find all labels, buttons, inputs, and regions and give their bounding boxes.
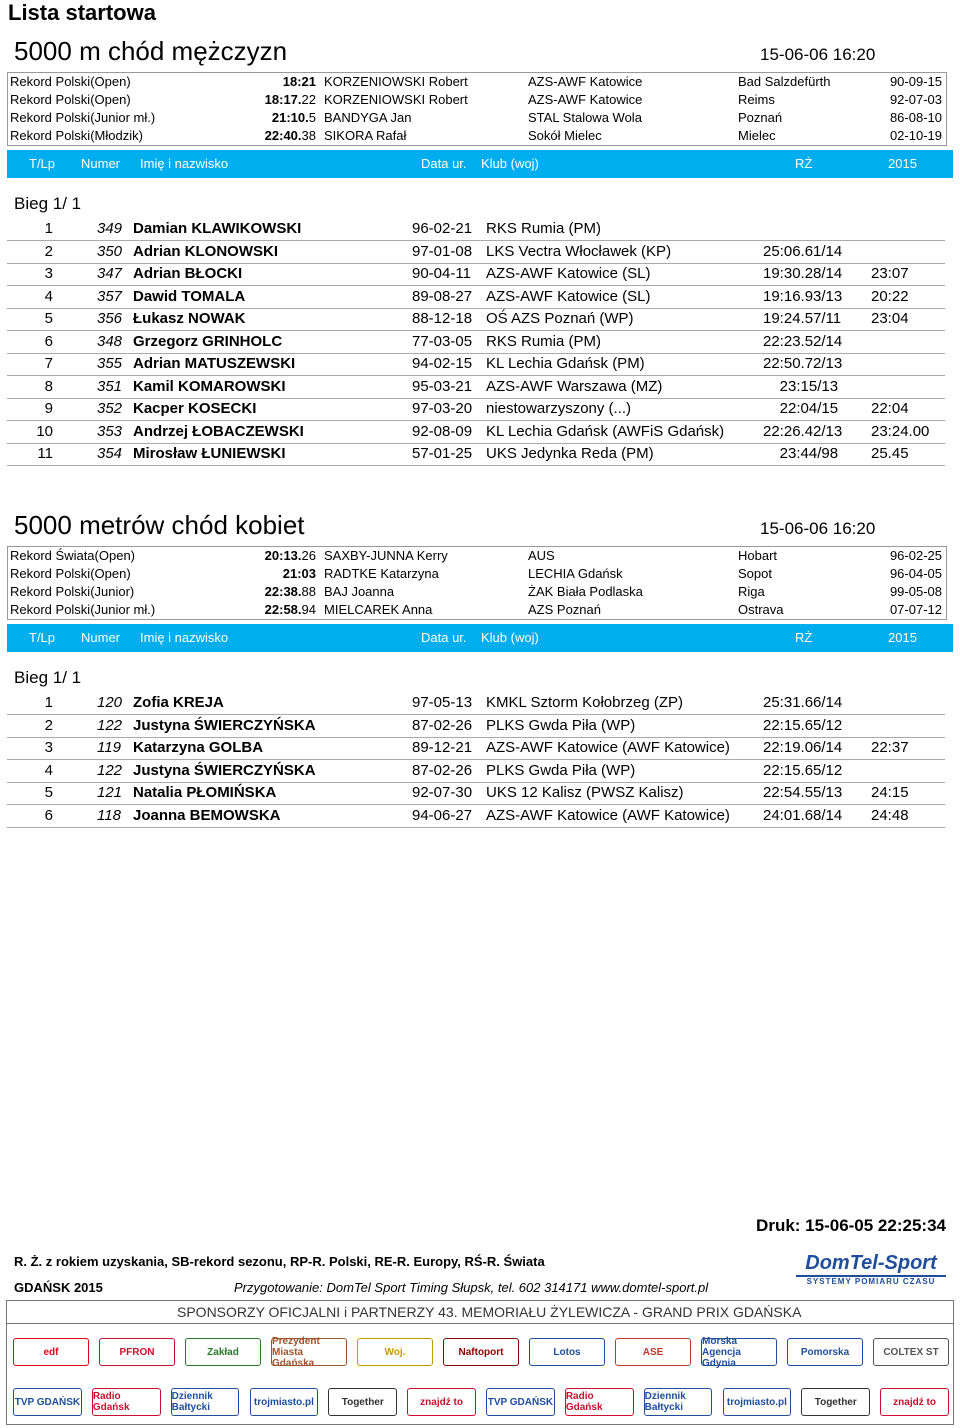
record-club: ŻAK Biała Podlaska <box>528 584 643 599</box>
heat-label: Bieg 1/ 1 <box>14 194 82 213</box>
record-time-fraction: 22 <box>301 92 316 107</box>
sponsor-logo: znajdź to <box>407 1388 476 1416</box>
record-city: Riga <box>738 584 765 599</box>
header-club: Klub (woj) <box>481 156 539 171</box>
record-time-fraction: 88 <box>301 584 316 599</box>
record-time-main: 21:03 <box>282 566 316 581</box>
sponsor-logo: Radio Gdańsk <box>565 1388 634 1416</box>
result-sb: 20:22 <box>871 287 909 305</box>
result-row <box>7 218 945 241</box>
result-club: AZS-AWF Katowice (SL) <box>486 265 651 282</box>
result-dob: 92-07-30 <box>412 784 473 801</box>
header-name: Imię i nazwisko <box>140 156 229 171</box>
record-time <box>265 547 316 565</box>
result-lp: 10 <box>36 422 53 440</box>
result-club: RKS Rumia (PM) <box>486 220 602 237</box>
record-time <box>272 109 316 127</box>
header-dob: Data ur. <box>421 630 467 645</box>
result-num: 355 <box>97 355 123 372</box>
result-num: 357 <box>97 287 123 305</box>
result-dob: 87-02-26 <box>412 761 473 779</box>
result-pb: 22:04/15 <box>763 400 839 417</box>
record-athlete: SIKORA Rafał <box>324 128 407 143</box>
sponsor-logo: ASE <box>615 1338 691 1366</box>
result-club: AZS-AWF Katowice (AWF Katowice) <box>486 739 730 756</box>
record-date: 96-04-05 <box>889 566 942 581</box>
results-header <box>7 624 953 652</box>
event-title: 5000 m chód mężczyzn <box>14 36 288 66</box>
result-num: 122 <box>97 761 123 779</box>
result-name: Katarzyna GOLBA <box>133 739 264 756</box>
result-pb: 22:54.55/13 <box>763 784 843 801</box>
sponsor-logo: COLTEX ST <box>873 1338 949 1366</box>
record-city: Hobart <box>738 548 778 563</box>
result-row <box>7 376 945 399</box>
result-sb: 22:04 <box>871 400 909 417</box>
result-num: 352 <box>97 400 123 417</box>
records-table <box>7 72 947 146</box>
result-row <box>7 353 945 376</box>
record-row <box>8 547 946 565</box>
event-datetime: 15-06-06 16:20 <box>760 519 876 538</box>
record-time-main: 20:13. <box>264 548 302 563</box>
sponsor-logo: Dziennik Bałtycki <box>171 1388 240 1416</box>
result-num: 351 <box>97 377 123 395</box>
result-num: 120 <box>97 694 123 711</box>
record-row <box>8 565 946 583</box>
result-name: Andrzej ŁOBACZEWSKI <box>133 422 304 440</box>
result-sb: 23:24.00 <box>871 422 930 440</box>
print-timestamp: Druk: 15-06-05 22:25:34 <box>756 1216 946 1235</box>
result-dob: 94-06-27 <box>412 806 473 824</box>
result-num: 121 <box>97 784 123 801</box>
result-pb: 22:26.42/13 <box>763 422 843 440</box>
header-club: Klub (woj) <box>481 630 539 645</box>
record-time-main: 22:40. <box>264 128 302 143</box>
result-name: Mirosław ŁUNIEWSKI <box>133 445 286 462</box>
result-name: Adrian MATUSZEWSKI <box>133 355 296 372</box>
result-dob: 89-08-27 <box>412 287 473 305</box>
record-date: 07-07-12 <box>889 602 942 617</box>
heat-label: Bieg 1/ 1 <box>14 668 82 687</box>
record-city: Poznań <box>738 110 783 125</box>
record-city: Bad Salzdefürth <box>738 74 831 89</box>
results-header <box>7 150 953 178</box>
result-num: 347 <box>97 265 123 282</box>
result-lp: 2 <box>44 716 53 734</box>
result-pb: 24:01.68/14 <box>763 806 843 824</box>
result-lp: 8 <box>44 377 53 395</box>
record-time-fraction: 26 <box>301 548 316 563</box>
record-time-fraction: 94 <box>301 602 316 617</box>
event-datetime: 15-06-06 16:20 <box>760 45 876 64</box>
result-num: 348 <box>97 332 123 350</box>
header-num: Numer <box>81 156 121 171</box>
result-name: Łukasz NOWAK <box>133 310 246 327</box>
record-athlete: KORZENIOWSKI Robert <box>324 74 468 89</box>
brand-logo <box>796 1252 946 1286</box>
result-row <box>7 443 945 466</box>
brand-subtitle: SYSTEMY POMIARU CZASU <box>796 1275 946 1286</box>
record-athlete: BANDYGA Jan <box>324 110 412 125</box>
result-row <box>7 737 945 760</box>
result-pb: 22:15.65/12 <box>763 761 843 779</box>
result-dob: 57-01-25 <box>412 445 473 462</box>
sponsor-logo: Together <box>328 1388 397 1416</box>
result-name: Kacper KOSECKI <box>133 400 257 417</box>
result-pb: 19:24.57/11 <box>763 310 842 327</box>
result-lp: 9 <box>44 400 53 417</box>
result-club: KL Lechia Gdańsk (PM) <box>486 355 645 372</box>
result-row <box>7 421 945 444</box>
result-dob: 89-12-21 <box>412 739 473 756</box>
result-name: Zofia KREJA <box>133 694 224 711</box>
record-club: LECHIA Gdańsk <box>528 566 623 581</box>
result-dob: 94-02-15 <box>412 355 473 372</box>
record-time-main: 22:38. <box>264 584 302 599</box>
sponsor-logo: Zakład <box>185 1338 261 1366</box>
result-pb: 23:15/13 <box>763 377 839 395</box>
result-name: Adrian KLONOWSKI <box>133 242 278 260</box>
result-club: UKS Jedynka Reda (PM) <box>486 445 654 462</box>
footer-city: GDAŃSK 2015 <box>14 1280 103 1295</box>
result-row <box>7 263 945 286</box>
result-pb: 22:15.65/12 <box>763 716 843 734</box>
result-row <box>7 782 945 805</box>
result-pb: 19:16.93/13 <box>763 287 843 305</box>
record-athlete: MIELCAREK Anna <box>324 602 433 617</box>
result-name: Natalia PŁOMIŃSKA <box>133 784 277 801</box>
record-city: Reims <box>738 92 775 107</box>
result-row <box>7 286 945 309</box>
result-lp: 5 <box>44 310 53 327</box>
record-row <box>8 91 946 109</box>
record-time-main: 18:17. <box>264 92 302 107</box>
record-time-fraction: 38 <box>301 128 316 143</box>
record-row <box>8 73 946 91</box>
result-lp: 2 <box>44 242 53 260</box>
result-lp: 6 <box>44 332 53 350</box>
sponsor-logo: trojmiasto.pl <box>250 1388 319 1416</box>
result-dob: 77-03-05 <box>412 332 473 350</box>
record-athlete: RADTKE Katarzyna <box>324 566 439 581</box>
record-label: Rekord Polski(Open) <box>10 92 131 107</box>
sponsors-bar <box>6 1300 954 1324</box>
record-row <box>8 583 946 601</box>
result-club: AZS-AWF Katowice (SL) <box>486 287 651 305</box>
header-sb: 2015 <box>888 630 917 645</box>
result-lp: 1 <box>44 220 53 237</box>
result-pb: 23:44/98 <box>763 445 839 462</box>
result-sb: 25.45 <box>871 445 909 462</box>
result-row <box>7 692 945 715</box>
sponsor-logo: Morska Agencja Gdynia <box>701 1338 777 1366</box>
record-city: Mielec <box>738 128 776 143</box>
result-dob: 90-04-11 <box>412 265 471 282</box>
event-title: 5000 metrów chód kobiet <box>14 510 305 540</box>
sponsor-logo: Woj. <box>357 1338 433 1366</box>
record-athlete: SAXBY-JUNNA Kerry <box>324 548 448 563</box>
record-time <box>265 583 316 601</box>
record-date: 86-08-10 <box>889 110 942 125</box>
result-pb: 22:50.72/13 <box>763 355 843 372</box>
record-club: Sokół Mielec <box>528 128 602 143</box>
result-dob: 96-02-21 <box>412 220 473 237</box>
result-num: 349 <box>97 220 123 237</box>
result-num: 122 <box>97 716 123 734</box>
result-pb: 25:06.61/14 <box>763 242 843 260</box>
result-club: RKS Rumia (PM) <box>486 332 602 350</box>
result-club: KL Lechia Gdańsk (AWFiS Gdańsk) <box>486 422 725 440</box>
result-club: AZS-AWF Warszawa (MZ) <box>486 377 663 395</box>
record-label: Rekord Polski(Młodzik) <box>10 128 143 143</box>
record-date: 96-02-25 <box>889 548 942 563</box>
result-club: PLKS Gwda Piła (WP) <box>486 761 636 779</box>
result-lp: 3 <box>44 265 53 282</box>
result-lp: 3 <box>44 739 53 756</box>
header-lp: T/Lp <box>29 156 56 171</box>
result-num: 119 <box>97 739 121 756</box>
header-pb: RŻ <box>795 630 813 645</box>
result-dob: 97-05-13 <box>412 694 473 711</box>
record-date: 92-07-03 <box>889 92 942 107</box>
record-time <box>265 601 316 619</box>
record-city: Sopot <box>738 566 772 581</box>
record-label: Rekord Polski(Open) <box>10 74 131 89</box>
result-sb: 24:15 <box>871 784 909 801</box>
record-time-main: 22:58. <box>264 602 302 617</box>
record-club: AUS <box>528 548 555 563</box>
record-date: 99-05-08 <box>889 584 942 599</box>
result-club: LKS Vectra Włocławek (KP) <box>486 242 672 260</box>
result-dob: 97-03-20 <box>412 400 473 417</box>
result-lp: 4 <box>44 761 53 779</box>
result-pb: 22:19.06/14 <box>763 739 843 756</box>
sponsor-logo: PFRON <box>99 1338 175 1366</box>
records-table <box>7 546 947 620</box>
result-row <box>7 805 945 828</box>
result-pb: 19:30.28/14 <box>763 265 843 282</box>
result-sb: 22:37 <box>871 739 909 756</box>
result-row <box>7 308 945 331</box>
result-sb: 23:04 <box>871 310 909 327</box>
result-dob: 88-12-18 <box>412 310 473 327</box>
record-time <box>265 127 316 145</box>
result-row <box>7 331 945 354</box>
sponsor-logo: Lotos <box>529 1338 605 1366</box>
record-club: AZS-AWF Katowice <box>528 92 643 107</box>
record-time-main: 18:21 <box>282 74 316 89</box>
result-row <box>7 715 945 738</box>
sponsor-logo: trojmiasto.pl <box>723 1388 792 1416</box>
footer-legend: R. Ż. z rokiem uzyskania, SB-rekord sezonu, RP-R. Polski, RE-R. Europy, RŚ-R. Świata <box>14 1254 545 1269</box>
page-title: Lista startowa <box>8 0 156 25</box>
result-club: KMKL Sztorm Kołobrzeg (ZP) <box>486 694 683 711</box>
record-time <box>265 91 316 109</box>
result-row <box>7 760 945 783</box>
sponsor-logo: Together <box>801 1388 870 1416</box>
result-name: Justyna ŚWIERCZYŃSKA <box>133 761 316 779</box>
record-athlete: KORZENIOWSKI Robert <box>324 92 468 107</box>
result-name: Kamil KOMAROWSKI <box>133 377 286 395</box>
sponsor-logos <box>6 1324 954 1425</box>
sponsor-logo: znajdź to <box>880 1388 949 1416</box>
result-pb: 22:23.52/14 <box>763 332 843 350</box>
result-lp: 7 <box>44 355 53 372</box>
result-lp: 1 <box>44 694 53 711</box>
footer-prep: Przygotowanie: DomTel Sport Timing Słupsk, tel. 602 314171 www.domtel-sport.pl <box>234 1280 709 1295</box>
record-time <box>283 73 316 91</box>
record-label: Rekord Polski(Junior mł.) <box>10 602 156 617</box>
result-name: Justyna ŚWIERCZYŃSKA <box>133 716 316 734</box>
sponsors-title: SPONSORZY OFICJALNI i PARTNERZY 43. MEMORIAŁU ŻYLEWICZA - GRAND PRIX GDAŃSKA <box>177 1304 802 1320</box>
sponsor-logo: Naftoport <box>443 1338 519 1366</box>
header-lp: T/Lp <box>29 630 56 645</box>
result-row <box>7 241 945 264</box>
record-label: Rekord Polski(Junior mł.) <box>10 110 156 125</box>
result-sb: 24:48 <box>871 806 909 824</box>
result-num: 356 <box>97 310 123 327</box>
record-time-main: 21:10. <box>271 110 309 125</box>
result-lp: 6 <box>44 806 53 824</box>
result-num: 353 <box>97 422 123 440</box>
record-athlete: BAJ Joanna <box>324 584 395 599</box>
record-row <box>8 601 946 619</box>
record-club: AZS-AWF Katowice <box>528 74 643 89</box>
result-num: 118 <box>97 806 121 824</box>
result-club: niestowarzyszony (...) <box>486 400 632 417</box>
result-club: OŚ AZS Poznań (WP) <box>486 310 634 327</box>
record-time-fraction: 5 <box>308 110 316 125</box>
result-name: Adrian BŁOCKI <box>133 265 243 282</box>
result-name: Joanna BEMOWSKA <box>133 806 281 824</box>
result-num: 354 <box>97 445 123 462</box>
sponsor-logo: Dziennik Bałtycki <box>644 1388 713 1416</box>
result-dob: 95-03-21 <box>412 377 473 395</box>
result-lp: 5 <box>44 784 53 801</box>
result-sb: 23:07 <box>871 265 909 282</box>
header-dob: Data ur. <box>421 156 467 171</box>
record-label: Rekord Polski(Open) <box>10 566 131 581</box>
sponsor-logo: Prezydent Miasta Gdańska <box>271 1338 347 1366</box>
result-lp: 11 <box>37 445 53 462</box>
record-row <box>8 109 946 127</box>
result-dob: 87-02-26 <box>412 716 473 734</box>
sponsor-logo: TVP GDAŃSK <box>486 1388 555 1416</box>
record-club: STAL Stalowa Wola <box>528 110 642 125</box>
result-club: PLKS Gwda Piła (WP) <box>486 716 636 734</box>
sponsor-logo: Radio Gdańsk <box>92 1388 161 1416</box>
record-city: Ostrava <box>738 602 784 617</box>
header-name: Imię i nazwisko <box>140 630 229 645</box>
result-name: Dawid TOMALA <box>133 287 246 305</box>
result-dob: 92-08-09 <box>412 422 473 440</box>
result-club: AZS-AWF Katowice (AWF Katowice) <box>486 806 730 824</box>
record-date: 02-10-19 <box>889 128 942 143</box>
sponsor-logo: TVP GDAŃSK <box>13 1388 82 1416</box>
result-club: UKS 12 Kalisz (PWSZ Kalisz) <box>486 784 684 801</box>
record-label: Rekord Polski(Junior) <box>10 584 135 599</box>
result-name: Damian KLAWIKOWSKI <box>133 220 302 237</box>
result-pb: 25:31.66/14 <box>763 694 843 711</box>
result-lp: 4 <box>44 287 53 305</box>
header-sb: 2015 <box>888 156 917 171</box>
result-name: Grzegorz GRINHOLC <box>133 332 283 350</box>
sponsor-logo: edf <box>13 1338 89 1366</box>
result-row <box>7 398 945 421</box>
record-row <box>8 127 946 145</box>
result-num: 350 <box>97 242 123 260</box>
record-date: 90-09-15 <box>889 74 942 89</box>
record-club: AZS Poznań <box>528 602 601 617</box>
header-pb: RŻ <box>795 156 813 171</box>
record-label: Rekord Świata(Open) <box>10 548 135 563</box>
sponsor-logo: Pomorska <box>787 1338 863 1366</box>
brand-name: DomTel-Sport <box>805 1252 937 1274</box>
header-num: Numer <box>81 630 121 645</box>
record-time <box>283 565 316 583</box>
result-dob: 97-01-08 <box>412 242 473 260</box>
